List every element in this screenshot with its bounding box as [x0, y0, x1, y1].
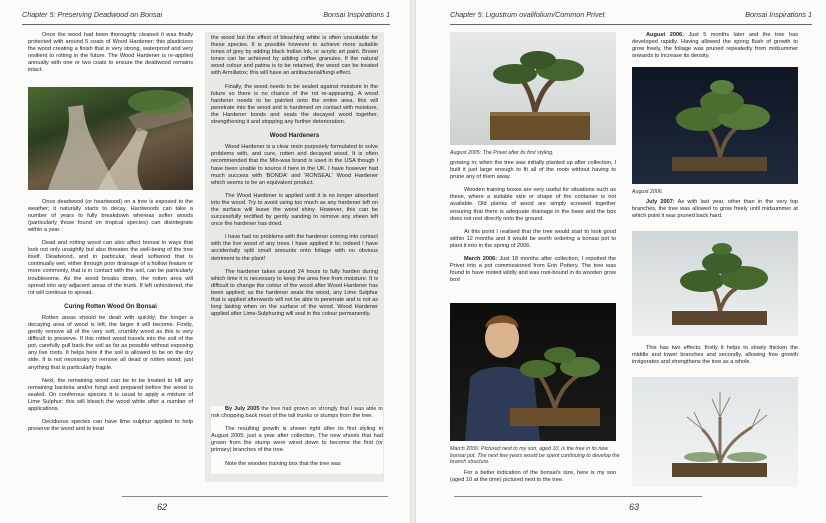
paragraph: Next, the remaining wood can be to be treated to kill any remaining bacteria and/or fungi and prepared before the wood is sealed. On coniferous species it is usual to apply a mixture of Lime Sulphur; this will bleach the wood white after a number of applications. — [28, 377, 193, 412]
paragraph-rest: the tree had grown so strongly that I was able to risk chopping back most of the tall trunks or stumps from the tree. — [211, 406, 383, 420]
left-header-chapter: Chapter 5: Preserving Deadwood on Bonsai — [22, 10, 163, 19]
right-header-title: Bonsai Inspirations 1 — [745, 10, 812, 19]
right-header-chapter: Chapter 5: Ligustrum ovalifolium/Common Privet — [450, 10, 605, 19]
paragraph — [632, 199, 798, 220]
paragraph: Deciduous species can have lime sulphur applied to help preserve the wood and to treat — [28, 419, 193, 433]
right-column-1-lower — [450, 470, 616, 490]
right-footer-rule — [454, 496, 702, 497]
paragraph: growing in; when the tree was initially planted up after collection, I built it just large enough to fit all of the roots without having to prune any of them away. — [450, 160, 616, 181]
paragraph: Once the wood had been thoroughly cleaned it was finally protected with around 5 coats of Wood Hardener; this plasticizes the wood creating a finish that is very strong, waterproof and very resilient to rotting in the future. The Wood Hardener is re-applied annually with one or two coats to ensure the deadwood remains intact. — [28, 32, 193, 74]
paragraph: The hardener takes around 24 hours to fully harden during which time it is necessary to keep the area free from moisture. It is difficult to change the colour of the wood after Wood Hardener has been applied; as the hardener seals the wood, any Lime Sulphur that is applied afterwards will not be able to penetrate and is not as long lasting when on the surface of the wood. Wood Hardener applied after Lime-Sulphuring will seal in the colour permanently. — [211, 268, 378, 318]
paragraph: I have had no problems with the hardener coming into contact with the live wood of any trees I have applied it to; indeed I have accidentally split small amounts onto foliage with no obvious detriment to the plant! — [211, 234, 378, 262]
left-footer-rule — [122, 496, 388, 497]
photo-caption: August 2006. — [632, 189, 664, 195]
left-header — [22, 10, 390, 25]
right-header — [450, 10, 812, 25]
bold-date: July 2007: — [646, 199, 675, 205]
left-page-number: 62 — [157, 502, 168, 512]
left-header-title: Bonsai Inspirations 1 — [323, 10, 390, 19]
paragraph: The Wood Hardener is applied until it is no longer absorbed into the wood. Try to avoid using too much as any hardener left on the surface will leave the wood shiny. However, this can be successfully rectified by gently sanding to remove any sheen left once the hardener has dried. — [211, 192, 378, 228]
august-2006-photo — [632, 67, 798, 184]
paragraph: Wooden training boxes are very useful for situations such as these, where a suitable size or shape of the container is not available. Old planks of wood are simply screwed together ensuring that there is adequate drainage in the base and the box does not rest directly onto the ground. — [450, 187, 616, 222]
left-column-2-lower — [211, 406, 383, 474]
winter-bonsai-photo — [632, 377, 798, 487]
privet-first-styling-photo — [450, 32, 616, 145]
paragraph: The resulting growth is shown right after its first styling in August 2005; just a year after collection. The new shoots that had grown from the stump were wired down to become the first (or primary) branches of the tree. — [211, 426, 383, 454]
paragraph: Note the wooden training box that the tree was — [225, 460, 341, 467]
paragraph — [632, 32, 798, 60]
son-with-bonsai-photo — [450, 303, 616, 441]
right-column-2-lower — [632, 345, 798, 372]
paragraph: Dead and rotting wood can also affect bonsai in ways that look not only unsightly but also threaten the well-being of the tree itself. Deadwood, and in particular, dead softwood that is continually wet, either through poor drainage of a hollow feature or more commonly, that is in contact with the soil, can be particularly troublesome. As the wood breaks down, the rotten area will spread into any adjacent areas of the trunk. If left unhindered, the rot will continue to spread. — [28, 240, 193, 296]
july-2007-photo — [632, 231, 798, 336]
bold-date: By July 2005 — [225, 406, 260, 412]
paragraph-rest: Just 18 months after collection, I repotted the Privet into a pot commissioned from Erin Pottery. The tree was found to have rooted wildly and was root-bound in its wooden grow box! — [450, 256, 616, 284]
paragraph-rest: As with last year, other than in the very top branches, the tree was allowed to grow freely until midsummer at which point it was pruned back hard. — [632, 199, 798, 220]
right-column-2-top — [632, 32, 798, 66]
right-column-2-mid — [632, 199, 798, 226]
paragraph: For a better indication of the bonsai's size, here is my son (aged 10 at the time) pictured next to the tree. — [450, 470, 616, 484]
section-heading: Wood Hardeners — [269, 132, 320, 140]
right-page — [416, 0, 826, 523]
paragraph: the wood but the effect of bleaching white is often unsuitable for these species. It is possible however to achieve more suitable tones of grey by adding black Indian Ink, or acrylic art paint. Brown tones can be achieved by adding coffee granules. If the natural wood colour and patina is to be retained, the wood can be treated with Armillatox; this will have an antibacterial/fungi effect. — [211, 35, 378, 77]
paragraph: Wood Hardener is a clear resin purposely formulated to solve problems with, and cure, rotten and decayed wood. It is often recommended that the Min-wax brand is used in the USA though I have been unable to source it here in the UK. I have however had much success with 'BONDA' and 'RONSEAL' Wood Hardener which seems to be an equivalent product. — [211, 144, 378, 186]
paragraph: This has two effects; firstly it helps to slowly thicken the middle and lower branches and secondly, allowing free growth invigorates and strengthens the tree as a whole. — [632, 345, 798, 366]
deadwood-photo — [28, 87, 193, 190]
paragraph-rest: Just 5 months later and the tree has developed rapidly. Having allowed the spring flush of growth to grow freely, the foliage was pruned repeatedly from midsummer onwards to increase its density. — [632, 32, 799, 60]
paragraph — [450, 256, 616, 284]
bold-date: March 2006: — [464, 256, 498, 263]
bold-date: August 2006: — [646, 32, 685, 38]
paragraph — [211, 406, 383, 420]
right-column-1 — [450, 160, 616, 290]
section-heading: Curing Rotten Wood On Bonsai — [64, 302, 157, 310]
paragraph: Rotten areas should be dealt with quickly; the longer a decaying area of wood is left, the larger it will become. Firstly, gently remove all of the very soft, crumbly wood as this is very difficult to preserve. If this rotted wood travels into the soil of the pot, carefully pull back the soil as far as possible without exposing any live roots. It helps here if the soil is allowed to be on the dry side. It is not necessary to remove all dead or rotten wood; just anything that is particularly fragile. — [28, 314, 193, 371]
paragraph: At this point I realised that the tree would start to look good within 12 months and it would be worth ordering a bonsai pot to plant it into in the spring of 2006. — [450, 228, 616, 249]
paragraph: Once deadwood (or heartwood) on a tree is exposed to the weather; it naturally starts to decay. Hardwoods can take a number of years to fully breakdown whereas softer woods (particularly those found on tropical species) can disintegrate within a year. — [28, 198, 193, 233]
right-page-number: 63 — [629, 502, 640, 512]
left-page — [0, 0, 410, 523]
photo-caption: March 2006: Pictured next to my son, aged 10, is the tree in its new bonsai pot. The next few years would be spent continuing to develop the branch structure. — [450, 446, 620, 466]
photo-caption: August 2005: The Privet after its first styling. — [450, 150, 554, 156]
paragraph: Finally, the wood needs to be sealed against moisture in the future so there is no chance of the rot re-appearing. A wood hardener needs to be painted onto the entire area, this will penetrate into the wood and is hardened on contact with moisture, the Hardener bonds and seals the decayed wood together, strengthening it and stopping any further deterioration. — [211, 83, 378, 126]
